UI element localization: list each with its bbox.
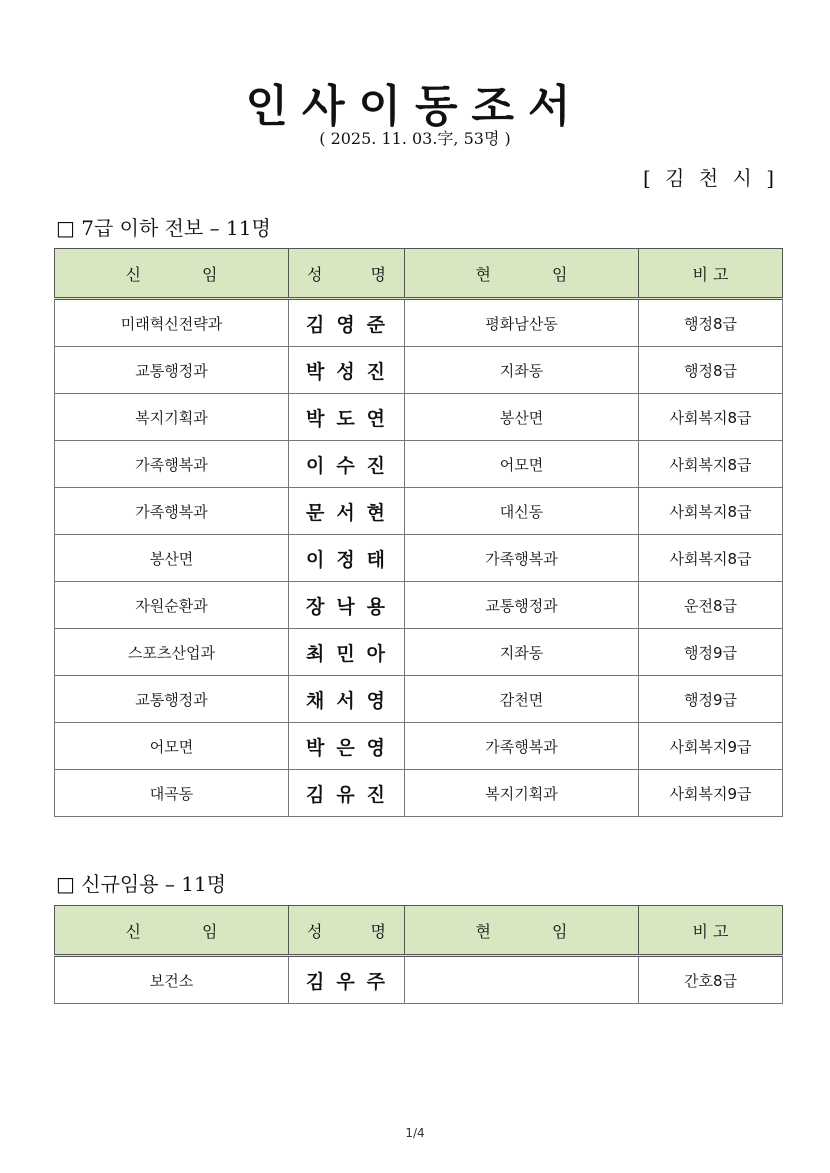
header-note: 비 고 (639, 249, 783, 299)
header-text: 신 (125, 921, 141, 941)
cell-name: 김우주 (289, 956, 405, 1004)
cell-current-post: 대신동 (405, 488, 639, 535)
cell-note: 행정8급 (639, 299, 783, 347)
cell-current-post: 지좌동 (405, 629, 639, 676)
table-row (55, 582, 783, 629)
cell-note: 간호8급 (639, 956, 783, 1004)
cell-new-post: 스포츠산업과 (55, 629, 289, 676)
cell-note: 사회복지8급 (639, 488, 783, 535)
cell-name: 채서영 (289, 676, 405, 723)
cell-note: 사회복지8급 (639, 441, 783, 488)
cell-current-post (405, 956, 639, 1004)
cell-name: 박성진 (289, 347, 405, 394)
cell-note: 사회복지8급 (639, 535, 783, 582)
cell-new-post: 보건소 (55, 956, 289, 1004)
cell-name: 이수진 (289, 441, 405, 488)
cell-current-post: 봉산면 (405, 394, 639, 441)
transfer-table (54, 248, 783, 817)
cell-current-post: 어모면 (405, 441, 639, 488)
new-hire-table-header (55, 906, 783, 956)
page-number: 1/4 (405, 1126, 425, 1140)
cell-new-post: 교통행정과 (55, 347, 289, 394)
cell-new-post: 가족행복과 (55, 441, 289, 488)
table-row (55, 629, 783, 676)
table-row (55, 441, 783, 488)
header-text: 성 (307, 921, 323, 941)
cell-name: 이정태 (289, 535, 405, 582)
table-row (55, 488, 783, 535)
document-title: 인사이동조서 (245, 81, 585, 132)
new-hire-table (54, 905, 783, 1004)
transfer-table-header (55, 249, 783, 299)
header-new-post (55, 249, 289, 299)
header-text: 성 (307, 264, 323, 284)
cell-name: 최민아 (289, 629, 405, 676)
cell-current-post: 가족행복과 (405, 723, 639, 770)
cell-new-post: 대곡동 (55, 770, 289, 817)
table-row (55, 299, 783, 347)
header-name (289, 249, 405, 299)
cell-note: 행정9급 (639, 676, 783, 723)
header-text: 명 (370, 264, 386, 284)
cell-new-post: 복지기획과 (55, 394, 289, 441)
header-text: 명 (370, 921, 386, 941)
cell-note: 운전8급 (639, 582, 783, 629)
cell-name: 박은영 (289, 723, 405, 770)
cell-current-post: 가족행복과 (405, 535, 639, 582)
cell-current-post: 평화남산동 (405, 299, 639, 347)
cell-new-post: 교통행정과 (55, 676, 289, 723)
table-row (55, 723, 783, 770)
cell-current-post: 복지기획과 (405, 770, 639, 817)
header-note: 비 고 (639, 906, 783, 956)
organization-label: [ 김 천 시 ] (643, 166, 778, 190)
cell-new-post: 가족행복과 (55, 488, 289, 535)
header-text: 현 (475, 921, 491, 941)
table-row (55, 676, 783, 723)
cell-note: 행정8급 (639, 347, 783, 394)
cell-note: 행정9급 (639, 629, 783, 676)
header-text: 임 (552, 264, 568, 284)
header-name (289, 906, 405, 956)
header-text: 신 (125, 264, 141, 284)
table-row (55, 770, 783, 817)
cell-name: 장낙용 (289, 582, 405, 629)
document-subtitle: ( 2025. 11. 03.字, 53명 ) (319, 129, 511, 148)
cell-note: 사회복지9급 (639, 723, 783, 770)
cell-current-post: 감천면 (405, 676, 639, 723)
cell-current-post: 지좌동 (405, 347, 639, 394)
cell-new-post: 미래혁신전략과 (55, 299, 289, 347)
cell-current-post: 교통행정과 (405, 582, 639, 629)
cell-name: 김유진 (289, 770, 405, 817)
header-text: 임 (202, 264, 218, 284)
table-row (55, 347, 783, 394)
cell-note: 사회복지8급 (639, 394, 783, 441)
cell-new-post: 자원순환과 (55, 582, 289, 629)
header-new-post (55, 906, 289, 956)
table-row (55, 394, 783, 441)
cell-name: 문서현 (289, 488, 405, 535)
cell-name: 박도연 (289, 394, 405, 441)
header-text: 임 (552, 921, 568, 941)
section1-heading: □ 7급 이하 전보 – 11명 (56, 216, 271, 240)
table-row (55, 535, 783, 582)
cell-name: 김영준 (289, 299, 405, 347)
table-row (55, 956, 783, 1004)
header-text: 현 (475, 264, 491, 284)
cell-new-post: 어모면 (55, 723, 289, 770)
header-current-post (405, 249, 639, 299)
header-current-post (405, 906, 639, 956)
cell-note: 사회복지9급 (639, 770, 783, 817)
cell-new-post: 봉산면 (55, 535, 289, 582)
section2-heading: □ 신규임용 – 11명 (56, 872, 227, 896)
header-text: 임 (202, 921, 218, 941)
